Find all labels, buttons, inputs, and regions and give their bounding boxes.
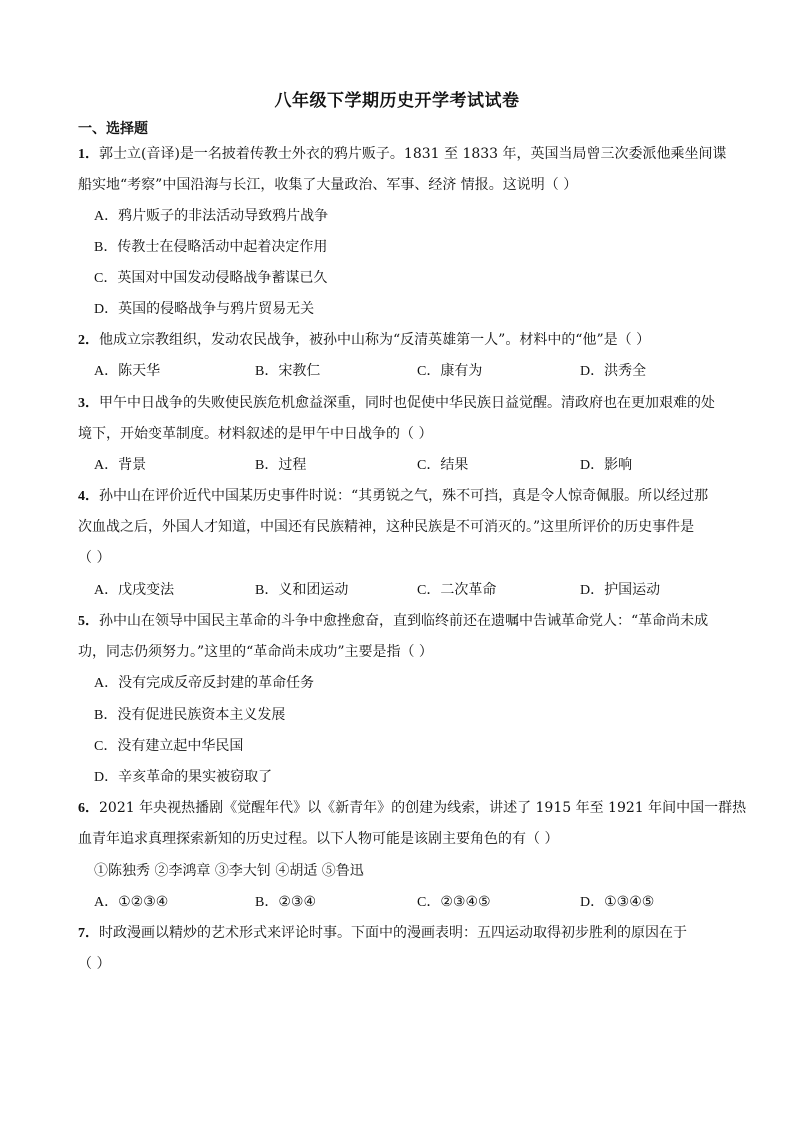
question-3-option-b[interactable]: B．过程 — [255, 457, 307, 473]
question-1-text-1: 郭士立(音译)是一名披着传教士外衣的鸦片贩子。1831 至 1833 年，英国当局曾三次委派他乘坐间谍 — [99, 146, 727, 162]
question-6-items: ①陈独秀 ②李鸿章 ③李大钊 ④胡适 ⑤鲁迅 — [94, 863, 364, 879]
question-7-line-2: （ ） — [78, 956, 111, 972]
question-4-option-c[interactable]: C．二次革命 — [417, 582, 497, 598]
question-2-option-c[interactable]: C．康有为 — [417, 363, 483, 379]
question-3-option-c[interactable]: C．结果 — [417, 457, 469, 473]
question-1-option-b[interactable]: B．传教士在侵略活动中起着决定作用 — [94, 239, 328, 255]
question-5-option-a[interactable]: A．没有完成反帝反封建的革命任务 — [94, 675, 315, 691]
question-5-option-b[interactable]: B．没有促进民族资本主义发展 — [94, 707, 286, 723]
question-4-line-2: 次血战之后，外国人才知道，中国还有民族精神，这种民族是不可消灭的。”这里所评价的历史事件是 — [78, 519, 695, 535]
question-7-line-1 — [78, 923, 687, 944]
question-2-text-1: 他成立宗教组织，发动农民战争，被孙中山称为“反清英雄第一人”。材料中的“他”是（ ） — [99, 332, 651, 348]
question-6-option-d[interactable]: D．①③④⑤ — [580, 894, 655, 910]
question-7-text-1: 时政漫画以精炒的艺术形式来评论时事。下面中的漫画表明：五四运动取得初步胜利的原因在于 — [99, 925, 687, 941]
page-title: 八年级下学期历史开学考试试卷 — [274, 91, 520, 111]
question-2-number: 2． — [78, 333, 99, 348]
question-2-line-1 — [78, 330, 650, 351]
question-1-option-a[interactable]: A．鸦片贩子的非法活动导致鸦片战争 — [94, 208, 329, 224]
question-3-line-2: 境下，开始变革制度。材料叙述的是甲午中日战争的（ ） — [78, 426, 433, 442]
question-1-option-d[interactable]: D．英国的侵略战争与鸦片贸易无关 — [94, 301, 315, 317]
question-4-text-1: 孙中山在评价近代中国某历史事件时说：“其勇锐之气，殊不可挡，真是令人惊奇佩服。所以经过那 — [99, 488, 709, 504]
question-1-number: 1． — [78, 147, 99, 162]
question-6-line-2: 血青年追求真理探索新知的历史过程。以下人物可能是该剧主要角色的有（ ） — [78, 831, 559, 847]
question-6-option-a[interactable]: A．①②③④ — [94, 894, 169, 910]
section-heading: 一、选择题 — [78, 121, 148, 137]
question-5-text-1: 孙中山在领导中国民主革命的斗争中愈挫愈奋，直到临终前还在遗嘱中告诫革命党人：“革命尚未成 — [99, 613, 709, 629]
question-4-option-a[interactable]: A．戊戌变法 — [94, 582, 175, 598]
question-5-option-c[interactable]: C．没有建立起中华民国 — [94, 738, 244, 754]
question-3-option-d[interactable]: D．影响 — [580, 457, 633, 473]
question-2-option-a[interactable]: A．陈天华 — [94, 363, 161, 379]
question-5-line-2: 功，同志仍须努力。”这里的“革命尚未成功”主要是指（ ） — [78, 644, 433, 660]
question-6-option-b[interactable]: B．②③④ — [255, 894, 316, 910]
question-5-number: 5． — [78, 614, 99, 629]
question-6-option-c[interactable]: C．②③④⑤ — [417, 894, 491, 910]
question-3-line-1 — [78, 393, 715, 414]
question-1-line-1 — [78, 144, 727, 165]
question-5-line-1 — [78, 611, 708, 632]
question-1-line-2: 船实地“考察”中国沿海与长江，收集了大量政治、军事、经济 情报。这说明（ ） — [78, 177, 578, 193]
question-6-text-1: 2021 年央视热播剧《觉醒年代》以《新青年》的创建为线索，讲述了 1915 年至 1921 年间中国一群热 — [99, 800, 747, 816]
question-6-line-1 — [78, 798, 746, 819]
question-1-option-c[interactable]: C．英国对中国发动侵略战争蓄谋已久 — [94, 270, 328, 286]
question-4-option-d[interactable]: D．护国运动 — [580, 582, 661, 598]
question-4-number: 4． — [78, 489, 99, 504]
question-4-line-1 — [78, 486, 708, 507]
question-2-option-d[interactable]: D．洪秀全 — [580, 363, 647, 379]
question-4-option-b[interactable]: B．义和团运动 — [255, 582, 349, 598]
question-6-number: 6． — [78, 801, 99, 816]
question-4-line-3: （ ） — [78, 550, 111, 566]
question-3-text-1: 甲午中日战争的失败使民族危机愈益深重，同时也促使中华民族日益觉醒。清政府也在更加艰难的处 — [99, 395, 715, 411]
question-3-option-a[interactable]: A．背景 — [94, 457, 147, 473]
question-3-number: 3． — [78, 396, 99, 411]
question-7-number: 7． — [78, 926, 99, 941]
question-5-option-d[interactable]: D．辛亥革命的果实被窃取了 — [94, 769, 273, 785]
question-2-option-b[interactable]: B．宋教仁 — [255, 363, 321, 379]
